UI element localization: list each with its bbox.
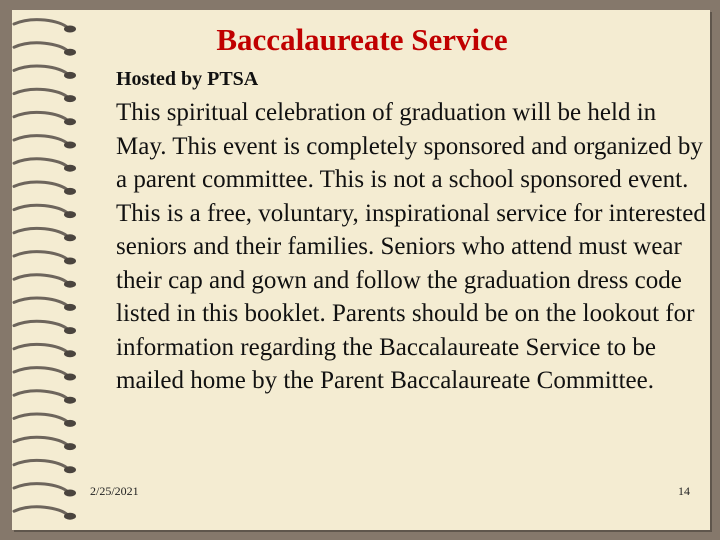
spiral-ring bbox=[14, 368, 68, 376]
spiral-hole bbox=[64, 95, 76, 102]
slide-number: 14 bbox=[678, 484, 690, 498]
slide-title: Baccalaureate Service bbox=[216, 22, 508, 57]
spiral-ring bbox=[14, 182, 68, 190]
spiral-hole bbox=[64, 72, 76, 79]
spiral-hole bbox=[64, 490, 76, 497]
spiral-hole bbox=[64, 49, 76, 56]
spiral-hole bbox=[64, 513, 76, 520]
spiral-hole bbox=[64, 188, 76, 195]
spiral-binding-icon bbox=[12, 10, 92, 530]
spiral-ring bbox=[14, 159, 68, 167]
slide-body-text: This spiritual celebration of graduation will be held in May. This event is completely sponsored and organized by a parent committee. This is not a school sponsored event. This is a free, voluntary, inspirational service for interested seniors and their families. Seniors who attend must wear their cap and gown and follow the graduation dress code listed in this booklet. Parents should be on the lookout for information regarding the Baccalaureate Service to be mailed home by the Parent Baccalaureate Committee. bbox=[116, 99, 706, 394]
spiral-ring bbox=[14, 298, 68, 306]
spiral-ring bbox=[14, 391, 68, 399]
spiral-hole bbox=[64, 327, 76, 334]
spiral-hole bbox=[64, 304, 76, 311]
spiral-hole bbox=[64, 374, 76, 381]
spiral-ring bbox=[14, 507, 68, 515]
slide-subtitle: Hosted by PTSA bbox=[116, 68, 259, 90]
spiral-ring bbox=[14, 89, 68, 97]
spiral-ring bbox=[14, 437, 68, 445]
spiral-hole bbox=[64, 466, 76, 473]
spiral-hole bbox=[64, 397, 76, 404]
spiral-hole bbox=[64, 420, 76, 427]
spiral-ring bbox=[14, 20, 68, 28]
spiral-hole bbox=[64, 234, 76, 241]
spiral-hole bbox=[64, 350, 76, 357]
spiral-hole bbox=[64, 165, 76, 172]
spiral-hole bbox=[64, 281, 76, 288]
spiral-ring bbox=[14, 484, 68, 492]
spiral-hole bbox=[64, 118, 76, 125]
spiral-ring bbox=[14, 43, 68, 51]
spiral-ring bbox=[14, 228, 68, 236]
spiral-hole bbox=[64, 258, 76, 265]
spiral-ring bbox=[14, 205, 68, 213]
spiral-ring bbox=[14, 112, 68, 120]
spiral-hole bbox=[64, 211, 76, 218]
spiral-hole bbox=[64, 142, 76, 149]
spiral-ring bbox=[14, 414, 68, 422]
spiral-hole bbox=[64, 26, 76, 33]
spiral-hole bbox=[64, 443, 76, 450]
spiral-ring bbox=[14, 66, 68, 74]
spiral-ring bbox=[14, 136, 68, 144]
slide bbox=[12, 10, 710, 530]
slide-date: 2/25/2021 bbox=[90, 484, 139, 498]
spiral-ring bbox=[14, 275, 68, 283]
spiral-ring bbox=[14, 252, 68, 260]
spiral-ring bbox=[14, 460, 68, 468]
spiral-ring bbox=[14, 344, 68, 352]
spiral-ring bbox=[14, 321, 68, 329]
